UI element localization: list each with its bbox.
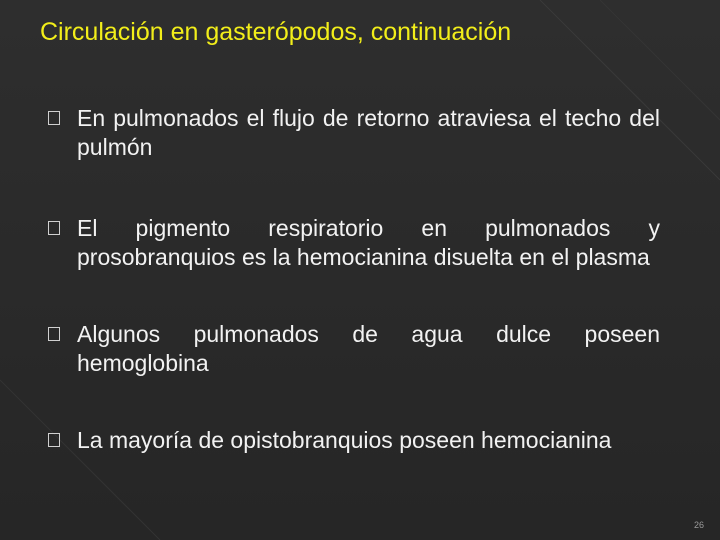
bullet-item [48, 426, 660, 455]
bullet-list [48, 104, 660, 455]
bullet-item [48, 104, 660, 162]
square-bullet-icon [48, 327, 60, 341]
bullet-item [48, 214, 660, 272]
bullet-text: La mayoría de opistobranquios poseen hemocianina [77, 427, 612, 453]
square-bullet-icon [48, 111, 60, 125]
bullet-text: Algunos pulmonados de agua dulce poseen hemoglobina [77, 321, 660, 376]
bullet-item [48, 320, 660, 378]
bullet-text: En pulmonados el flujo de retorno atraviesa el techo del pulmón [77, 105, 660, 160]
square-bullet-icon [48, 221, 60, 235]
page-number: 26 [693, 520, 704, 530]
square-bullet-icon [48, 433, 60, 447]
slide-title: Circulación en gasterópodos, continuación [40, 18, 512, 46]
bullet-text: El pigmento respiratorio en pulmonados y prosobranquios es la hemocianina disuelta en el plasma [77, 215, 660, 270]
